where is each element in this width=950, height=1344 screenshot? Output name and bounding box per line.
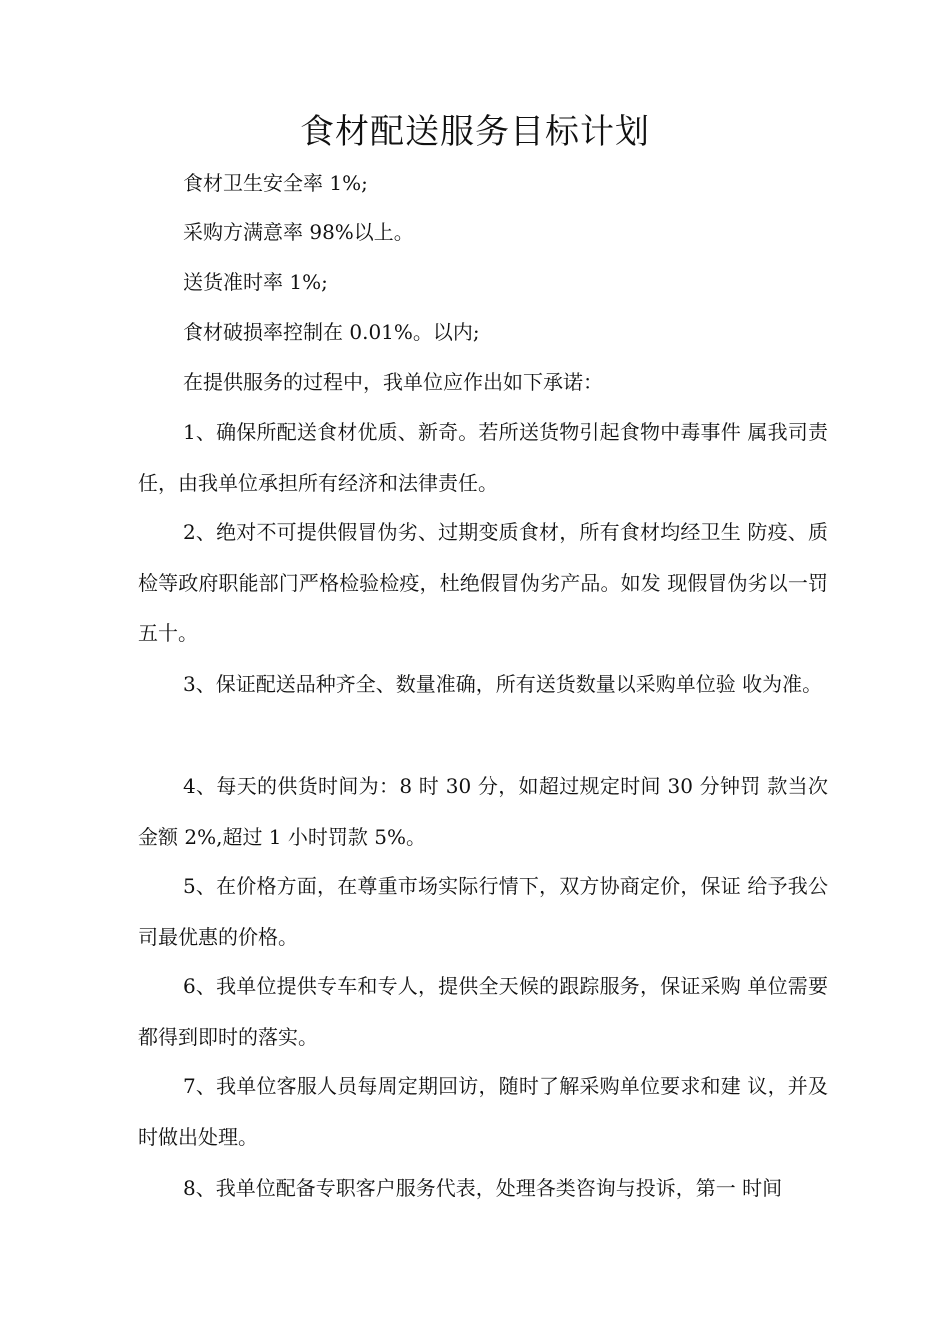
- document-title: 食材配送服务目标计划: [300, 112, 650, 152]
- commitment-item-4: 4、每天的供货时间为：8 时 30 分，如超过规定时间 30 分钟罚 款当次金额 2%,超过 1 小时罚款 5%。: [138, 774, 828, 849]
- commitment-item-1: 1、确保所配送食材优质、新奇。若所送货物引起食物中毒事件 属我司责任，由我单位承担所有经济和法律责任。: [138, 420, 828, 495]
- target-satisfaction-rate: 采购方满意率 98%以上。: [183, 220, 414, 244]
- commitment-item-8: 8、我单位配备专职客户服务代表，处理各类咨询与投诉，第一 时间: [183, 1176, 783, 1200]
- target-food-safety-rate: 食材卫生安全率 1%;: [183, 171, 368, 195]
- target-damage-rate: 食材破损率控制在 0.01%。以内;: [183, 320, 480, 344]
- commitment-item-6: 6、我单位提供专车和专人，提供全天候的跟踪服务，保证采购 单位需要都得到即时的落实。: [138, 974, 828, 1049]
- commitment-item-3: 3、保证配送品种齐全、数量准确，所有送货数量以采购单位验 收为准。: [183, 672, 823, 696]
- commitment-item-5: 5、在价格方面，在尊重市场实际行情下，双方协商定价，保证 给予我公司最优惠的价格。: [138, 874, 828, 949]
- commitment-item-2: 2、绝对不可提供假冒伪劣、过期变质食材，所有食材均经卫生 防疫、质检等政府职能部门严格检验检疫，杜绝假冒伪劣产品。如发 现假冒伪劣以一罚五十。: [138, 520, 828, 645]
- commitment-intro: 在提供服务的过程中，我单位应作出如下承诺：: [183, 370, 603, 394]
- commitment-item-7: 7、我单位客服人员每周定期回访，随时了解采购单位要求和建 议，并及时做出处理。: [138, 1074, 828, 1149]
- target-on-time-rate: 送货准时率 1%;: [183, 270, 328, 294]
